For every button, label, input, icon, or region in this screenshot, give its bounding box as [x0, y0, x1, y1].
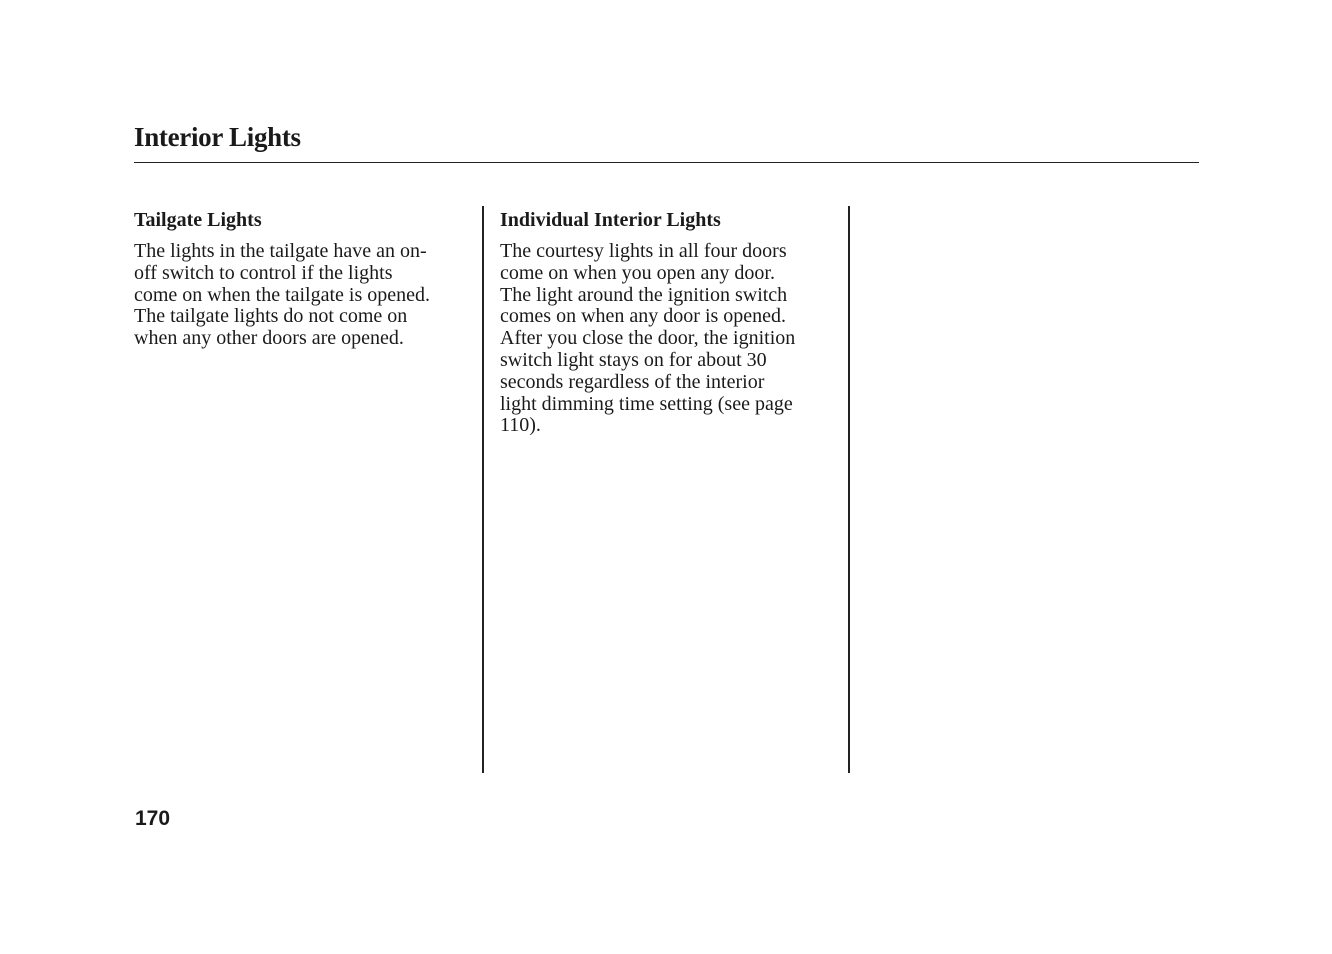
section-body [134, 241, 474, 350]
body-line: switch light stays on for about 30 [500, 348, 767, 371]
body-line: when any other doors are opened. [134, 327, 404, 350]
section-heading: Individual Interior Lights [500, 209, 721, 231]
body-line: off switch to control if the lights [134, 261, 393, 284]
column-divider [848, 206, 850, 773]
body-line: The courtesy lights in all four doors [500, 240, 787, 262]
column-divider [482, 206, 484, 773]
body-line: comes on when any door is opened. [500, 305, 787, 328]
body-line: light dimming time setting (see page [500, 392, 793, 415]
body-line: The light around the ignition switch [500, 283, 788, 306]
section-tailgate-lights [134, 207, 474, 350]
title-divider [134, 162, 1199, 163]
body-line: come on when you open any door. [500, 261, 775, 284]
page-number: 170 [135, 807, 171, 830]
body-line: The lights in the tailgate have an on- [134, 240, 427, 262]
body-line: The tailgate lights do not come on [134, 305, 408, 328]
section-heading: Tailgate Lights [134, 209, 262, 231]
body-line: come on when the tailgate is opened. [134, 283, 431, 306]
page-title: Interior Lights [134, 122, 301, 152]
body-line: seconds regardless of the interior [500, 370, 765, 393]
section-body [500, 241, 840, 437]
section-individual-interior-lights [500, 207, 840, 437]
body-line: 110). [500, 414, 541, 437]
body-line: After you close the door, the ignition [500, 327, 796, 350]
